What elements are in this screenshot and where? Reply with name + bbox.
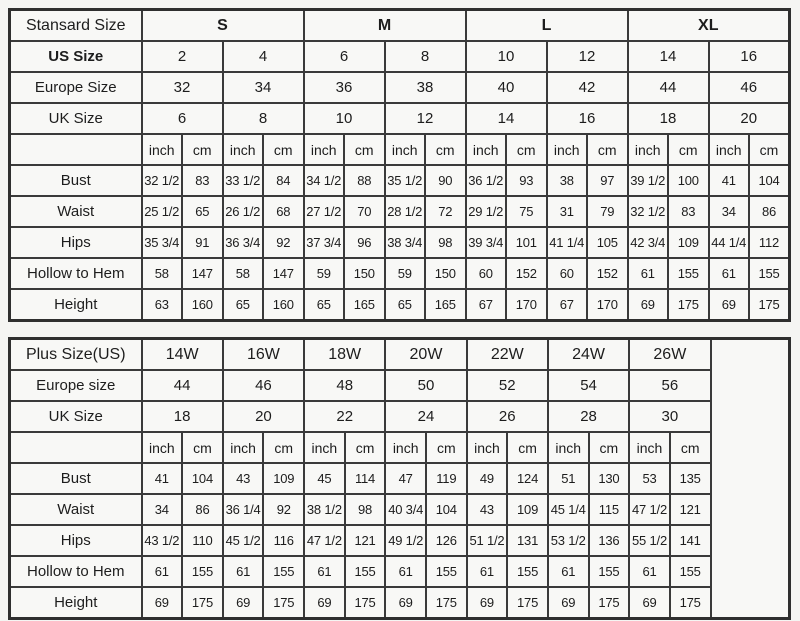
- table-row: [10, 587, 790, 619]
- measure-value-cell: 98: [345, 494, 386, 525]
- measure-value-cell: 38 1/2: [304, 494, 345, 525]
- measure-row-label: Hollow to Hem: [10, 258, 142, 289]
- size-value-cell: 46: [223, 370, 304, 401]
- measure-value-cell: 175: [182, 587, 223, 619]
- measure-value-cell: 65: [223, 289, 264, 321]
- group-cell: S: [142, 10, 304, 42]
- measure-value-cell: 147: [263, 258, 304, 289]
- size-value-cell: 22: [304, 401, 385, 432]
- unit-cell: cm: [263, 134, 304, 165]
- measure-value-cell: 88: [344, 165, 385, 196]
- measure-value-cell: 61: [548, 556, 589, 587]
- unit-cell: cm: [182, 432, 223, 463]
- measure-value-cell: 45 1/2: [223, 525, 264, 556]
- measure-value-cell: 34: [709, 196, 750, 227]
- measure-value-cell: 160: [263, 289, 304, 321]
- size-value-cell: 16: [709, 41, 790, 72]
- unit-cell: inch: [548, 432, 589, 463]
- measure-row-label: Bust: [10, 165, 142, 196]
- measure-value-cell: 67: [547, 289, 588, 321]
- measure-row-label: Height: [10, 587, 142, 619]
- measure-value-cell: 67: [466, 289, 507, 321]
- corner-label: Plus Size(US): [10, 339, 142, 371]
- measure-value-cell: 105: [587, 227, 628, 258]
- blank-corner-cell: [10, 134, 142, 165]
- empty-cell: [711, 339, 790, 619]
- measure-value-cell: 43: [467, 494, 508, 525]
- measure-value-cell: 150: [344, 258, 385, 289]
- measure-value-cell: 59: [304, 258, 345, 289]
- measure-value-cell: 28 1/2: [385, 196, 426, 227]
- measure-value-cell: 69: [548, 587, 589, 619]
- unit-cell: inch: [628, 134, 669, 165]
- measure-value-cell: 65: [304, 289, 345, 321]
- size-value-cell: 28: [548, 401, 629, 432]
- measure-value-cell: 116: [263, 525, 304, 556]
- measure-value-cell: 61: [467, 556, 508, 587]
- measure-value-cell: 51: [548, 463, 589, 494]
- measure-value-cell: 170: [506, 289, 547, 321]
- unit-cell: inch: [142, 134, 183, 165]
- measure-value-cell: 115: [589, 494, 630, 525]
- size-value-cell: 56: [629, 370, 710, 401]
- measure-value-cell: 136: [589, 525, 630, 556]
- measure-value-cell: 44 1/4: [709, 227, 750, 258]
- unit-header-row: [10, 432, 790, 463]
- table-row: [10, 463, 790, 494]
- unit-cell: cm: [425, 134, 466, 165]
- measure-value-cell: 91: [182, 227, 223, 258]
- measure-value-cell: 175: [670, 587, 711, 619]
- measure-value-cell: 41: [709, 165, 750, 196]
- measure-value-cell: 61: [629, 556, 670, 587]
- unit-cell: inch: [629, 432, 670, 463]
- measure-value-cell: 155: [426, 556, 467, 587]
- measure-value-cell: 112: [749, 227, 790, 258]
- measure-value-cell: 69: [223, 587, 264, 619]
- measure-value-cell: 155: [345, 556, 386, 587]
- measure-value-cell: 175: [589, 587, 630, 619]
- measure-value-cell: 61: [709, 258, 750, 289]
- measure-value-cell: 39 3/4: [466, 227, 507, 258]
- measure-value-cell: 43 1/2: [142, 525, 183, 556]
- measure-value-cell: 155: [589, 556, 630, 587]
- measure-value-cell: 49 1/2: [385, 525, 426, 556]
- measure-value-cell: 155: [182, 556, 223, 587]
- size-value-cell: 44: [628, 72, 709, 103]
- size-value-cell: 46: [709, 72, 790, 103]
- measure-value-cell: 175: [263, 587, 304, 619]
- measure-value-cell: 155: [749, 258, 790, 289]
- measure-value-cell: 141: [670, 525, 711, 556]
- group-cell: 26W: [629, 339, 710, 371]
- measure-value-cell: 36 3/4: [223, 227, 264, 258]
- size-value-cell: 34: [223, 72, 304, 103]
- measure-value-cell: 84: [263, 165, 304, 196]
- measure-value-cell: 61: [304, 556, 345, 587]
- table-row: [10, 556, 790, 587]
- measure-value-cell: 155: [668, 258, 709, 289]
- unit-cell: inch: [223, 432, 264, 463]
- measure-value-cell: 152: [506, 258, 547, 289]
- size-value-cell: 32: [142, 72, 223, 103]
- measure-value-cell: 69: [628, 289, 669, 321]
- size-value-cell: 14: [466, 103, 547, 134]
- measure-value-cell: 61: [385, 556, 426, 587]
- measure-value-cell: 135: [670, 463, 711, 494]
- size-value-cell: 38: [385, 72, 466, 103]
- standard-size-table: [8, 8, 791, 322]
- measure-value-cell: 98: [425, 227, 466, 258]
- measure-value-cell: 65: [385, 289, 426, 321]
- unit-header-row: [10, 134, 790, 165]
- measure-value-cell: 32 1/2: [142, 165, 183, 196]
- size-value-cell: 20: [709, 103, 790, 134]
- measure-value-cell: 36 1/2: [466, 165, 507, 196]
- table-row: [10, 41, 790, 72]
- size-value-cell: 50: [385, 370, 466, 401]
- group-cell: 20W: [385, 339, 466, 371]
- unit-cell: cm: [182, 134, 223, 165]
- unit-cell: cm: [587, 134, 628, 165]
- table-row: [10, 227, 790, 258]
- measure-value-cell: 69: [629, 587, 670, 619]
- measure-value-cell: 42 3/4: [628, 227, 669, 258]
- measure-value-cell: 93: [506, 165, 547, 196]
- measure-value-cell: 58: [142, 258, 183, 289]
- size-value-cell: 18: [142, 401, 223, 432]
- unit-cell: cm: [263, 432, 304, 463]
- measure-value-cell: 58: [223, 258, 264, 289]
- measure-value-cell: 47 1/2: [304, 525, 345, 556]
- table-row: [10, 165, 790, 196]
- table-row: [10, 258, 790, 289]
- measure-row-label: Hips: [10, 525, 142, 556]
- measure-value-cell: 53: [629, 463, 670, 494]
- unit-cell: cm: [344, 134, 385, 165]
- size-value-cell: 52: [467, 370, 548, 401]
- measure-value-cell: 33 1/2: [223, 165, 264, 196]
- unit-cell: inch: [709, 134, 750, 165]
- unit-cell: inch: [547, 134, 588, 165]
- measure-value-cell: 150: [425, 258, 466, 289]
- measure-value-cell: 51 1/2: [467, 525, 508, 556]
- measure-value-cell: 83: [182, 165, 223, 196]
- measure-value-cell: 38: [547, 165, 588, 196]
- measure-value-cell: 86: [749, 196, 790, 227]
- unit-cell: cm: [426, 432, 467, 463]
- measure-value-cell: 43: [223, 463, 264, 494]
- unit-cell: cm: [589, 432, 630, 463]
- measure-value-cell: 61: [628, 258, 669, 289]
- measure-value-cell: 96: [344, 227, 385, 258]
- measure-value-cell: 83: [668, 196, 709, 227]
- group-header-row: [10, 339, 790, 371]
- measure-value-cell: 59: [385, 258, 426, 289]
- size-value-cell: 8: [223, 103, 304, 134]
- size-value-cell: 40: [466, 72, 547, 103]
- group-cell: L: [466, 10, 628, 42]
- measure-value-cell: 119: [426, 463, 467, 494]
- size-value-cell: 24: [385, 401, 466, 432]
- table-row: [10, 196, 790, 227]
- unit-cell: inch: [304, 432, 345, 463]
- size-value-cell: 48: [304, 370, 385, 401]
- size-value-cell: 44: [142, 370, 223, 401]
- measure-value-cell: 155: [670, 556, 711, 587]
- measure-value-cell: 97: [587, 165, 628, 196]
- measure-value-cell: 38 3/4: [385, 227, 426, 258]
- measure-value-cell: 45: [304, 463, 345, 494]
- size-value-cell: 6: [304, 41, 385, 72]
- measure-row-label: Waist: [10, 494, 142, 525]
- size-row-label: Europe Size: [10, 72, 142, 103]
- measure-value-cell: 155: [263, 556, 304, 587]
- measure-value-cell: 53 1/2: [548, 525, 589, 556]
- measure-value-cell: 175: [426, 587, 467, 619]
- measure-value-cell: 40 3/4: [385, 494, 426, 525]
- measure-value-cell: 47: [385, 463, 426, 494]
- measure-value-cell: 175: [749, 289, 790, 321]
- measure-value-cell: 61: [223, 556, 264, 587]
- measure-value-cell: 29 1/2: [466, 196, 507, 227]
- size-value-cell: 18: [628, 103, 709, 134]
- measure-value-cell: 126: [426, 525, 467, 556]
- measure-value-cell: 165: [425, 289, 466, 321]
- measure-row-label: Bust: [10, 463, 142, 494]
- measure-value-cell: 165: [344, 289, 385, 321]
- measure-value-cell: 34 1/2: [304, 165, 345, 196]
- unit-cell: inch: [385, 432, 426, 463]
- measure-value-cell: 72: [425, 196, 466, 227]
- unit-cell: cm: [749, 134, 790, 165]
- group-cell: 24W: [548, 339, 629, 371]
- unit-cell: inch: [142, 432, 183, 463]
- group-cell: 18W: [304, 339, 385, 371]
- measure-value-cell: 35 1/2: [385, 165, 426, 196]
- table-row: [10, 494, 790, 525]
- unit-cell: cm: [668, 134, 709, 165]
- measure-value-cell: 121: [670, 494, 711, 525]
- measure-value-cell: 37 3/4: [304, 227, 345, 258]
- measure-value-cell: 90: [425, 165, 466, 196]
- measure-value-cell: 55 1/2: [629, 525, 670, 556]
- size-value-cell: 20: [223, 401, 304, 432]
- measure-value-cell: 69: [467, 587, 508, 619]
- measure-value-cell: 101: [506, 227, 547, 258]
- unit-cell: cm: [507, 432, 548, 463]
- group-cell: 22W: [467, 339, 548, 371]
- measure-value-cell: 121: [345, 525, 386, 556]
- size-row-label: UK Size: [10, 103, 142, 134]
- table-row: [10, 289, 790, 321]
- size-value-cell: 30: [629, 401, 710, 432]
- size-value-cell: 4: [223, 41, 304, 72]
- size-value-cell: 14: [628, 41, 709, 72]
- size-value-cell: 36: [304, 72, 385, 103]
- measure-value-cell: 75: [506, 196, 547, 227]
- measure-value-cell: 160: [182, 289, 223, 321]
- measure-value-cell: 69: [304, 587, 345, 619]
- measure-value-cell: 25 1/2: [142, 196, 183, 227]
- measure-value-cell: 31: [547, 196, 588, 227]
- measure-row-label: Waist: [10, 196, 142, 227]
- measure-value-cell: 60: [466, 258, 507, 289]
- measure-row-label: Hollow to Hem: [10, 556, 142, 587]
- measure-value-cell: 104: [182, 463, 223, 494]
- measure-value-cell: 63: [142, 289, 183, 321]
- measure-value-cell: 100: [668, 165, 709, 196]
- measure-value-cell: 69: [142, 587, 183, 619]
- measure-value-cell: 92: [263, 494, 304, 525]
- table-row: [10, 370, 790, 401]
- measure-value-cell: 109: [668, 227, 709, 258]
- measure-value-cell: 61: [142, 556, 183, 587]
- measure-value-cell: 152: [587, 258, 628, 289]
- unit-cell: inch: [385, 134, 426, 165]
- unit-cell: cm: [345, 432, 386, 463]
- measure-value-cell: 79: [587, 196, 628, 227]
- plus-size-table: [8, 337, 791, 620]
- measure-value-cell: 65: [182, 196, 223, 227]
- measure-value-cell: 175: [668, 289, 709, 321]
- unit-cell: inch: [223, 134, 264, 165]
- measure-value-cell: 109: [263, 463, 304, 494]
- size-value-cell: 42: [547, 72, 628, 103]
- measure-value-cell: 114: [345, 463, 386, 494]
- measure-value-cell: 36 1/4: [223, 494, 264, 525]
- corner-label: Stansard Size: [10, 10, 142, 42]
- measure-value-cell: 109: [507, 494, 548, 525]
- size-value-cell: 8: [385, 41, 466, 72]
- size-value-cell: 54: [548, 370, 629, 401]
- measure-value-cell: 69: [709, 289, 750, 321]
- table-row: [10, 103, 790, 134]
- size-row-label: Europe size: [10, 370, 142, 401]
- table-row: [10, 401, 790, 432]
- measure-value-cell: 35 3/4: [142, 227, 183, 258]
- measure-value-cell: 175: [345, 587, 386, 619]
- measure-value-cell: 70: [344, 196, 385, 227]
- group-cell: 16W: [223, 339, 304, 371]
- measure-value-cell: 27 1/2: [304, 196, 345, 227]
- unit-cell: cm: [670, 432, 711, 463]
- measure-value-cell: 131: [507, 525, 548, 556]
- unit-cell: inch: [466, 134, 507, 165]
- measure-value-cell: 155: [507, 556, 548, 587]
- measure-value-cell: 68: [263, 196, 304, 227]
- measure-value-cell: 170: [587, 289, 628, 321]
- group-header-row: [10, 10, 790, 42]
- measure-value-cell: 175: [507, 587, 548, 619]
- measure-row-label: Hips: [10, 227, 142, 258]
- measure-value-cell: 34: [142, 494, 183, 525]
- measure-value-cell: 26 1/2: [223, 196, 264, 227]
- size-row-label: US Size: [10, 41, 142, 72]
- size-value-cell: 12: [385, 103, 466, 134]
- size-value-cell: 10: [304, 103, 385, 134]
- measure-value-cell: 124: [507, 463, 548, 494]
- measure-value-cell: 32 1/2: [628, 196, 669, 227]
- measure-value-cell: 47 1/2: [629, 494, 670, 525]
- measure-value-cell: 41: [142, 463, 183, 494]
- measure-value-cell: 92: [263, 227, 304, 258]
- size-value-cell: 2: [142, 41, 223, 72]
- measure-value-cell: 104: [749, 165, 790, 196]
- measure-value-cell: 49: [467, 463, 508, 494]
- unit-cell: inch: [467, 432, 508, 463]
- group-cell: M: [304, 10, 466, 42]
- measure-value-cell: 130: [589, 463, 630, 494]
- measure-value-cell: 104: [426, 494, 467, 525]
- unit-cell: inch: [304, 134, 345, 165]
- measure-value-cell: 45 1/4: [548, 494, 589, 525]
- size-row-label: UK Size: [10, 401, 142, 432]
- measure-value-cell: 110: [182, 525, 223, 556]
- size-value-cell: 26: [467, 401, 548, 432]
- table-row: [10, 525, 790, 556]
- blank-corner-cell: [10, 432, 142, 463]
- measure-value-cell: 39 1/2: [628, 165, 669, 196]
- unit-cell: cm: [506, 134, 547, 165]
- size-value-cell: 16: [547, 103, 628, 134]
- size-value-cell: 6: [142, 103, 223, 134]
- measure-row-label: Height: [10, 289, 142, 321]
- measure-value-cell: 86: [182, 494, 223, 525]
- size-value-cell: 10: [466, 41, 547, 72]
- measure-value-cell: 147: [182, 258, 223, 289]
- group-cell: 14W: [142, 339, 223, 371]
- measure-value-cell: 69: [385, 587, 426, 619]
- table-row: [10, 72, 790, 103]
- measure-value-cell: 41 1/4: [547, 227, 588, 258]
- size-value-cell: 12: [547, 41, 628, 72]
- measure-value-cell: 60: [547, 258, 588, 289]
- group-cell: XL: [628, 10, 790, 42]
